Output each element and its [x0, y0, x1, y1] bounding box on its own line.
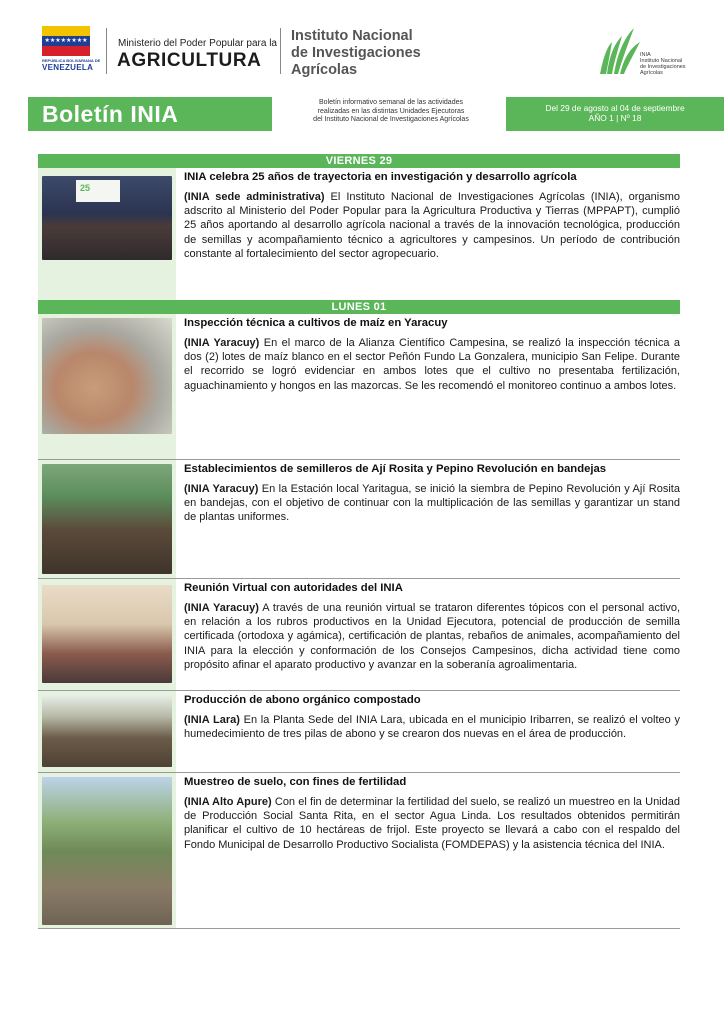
entry-photo-frame — [38, 314, 176, 459]
venezuela-flag-logo — [42, 26, 101, 78]
anniversary-event-photo: 25 — [42, 176, 172, 260]
ministry-name: AGRICULTURA — [117, 50, 262, 71]
entry-body: (INIA Lara) En la Planta Sede del INIA Lara, ubicada en el municipio Iribarren, se realizó el volteo y humedecimiento de tres pilas de abono y se crearon dos nuevas en el área de producción. — [184, 714, 680, 741]
entry-title: INIA celebra 25 años de trayectoria en investigación y desarrollo agrícola — [184, 171, 577, 183]
header-divider — [106, 28, 107, 74]
date-range: Del 29 de agosto al 04 de septiembre — [545, 103, 685, 113]
news-entry — [38, 773, 680, 929]
entry-photo-frame — [38, 691, 176, 772]
page-header — [0, 0, 724, 96]
news-entry — [38, 314, 680, 460]
compost-pile-photo — [42, 695, 172, 767]
entry-body: (INIA Yaracuy) En el marco de la Alianza Científico Campesina, se realizó la inspección técnica a dos (2) lotes de maíz blanco en el sector Peñón Fundo La Gonzalera, municipio San Felipe. Durante el recorrido se logró evidenciar en ambos lotes que el cultivo no presentaba fertilización, aguachinamiento y hongos en las mazorcas. Se les recomendó el monitoreo continuo a ambos lotes. — [184, 337, 680, 392]
banner-title-block — [28, 97, 272, 131]
flag-caption-bottom: VENEZUELA — [42, 63, 94, 72]
bulletin-banner — [28, 97, 724, 131]
soil-sampling-photo — [42, 777, 172, 925]
bulletin-description: Boletín informativo semanal de las actividades realizadas en las distintas Unidades Ejecutoras del Instituto Nacional de Investigaciones Agrícolas — [313, 99, 469, 124]
bulletin-title: Boletín INIA — [42, 101, 179, 127]
flag-icon: ★★★★★★★★ — [42, 26, 90, 56]
news-entry — [38, 168, 680, 300]
inia-logo-text: INIA Instituto Nacional de Investigaciones Agrícolas — [640, 52, 686, 76]
entry-body: (INIA Yaracuy) En la Estación local Yaritagua, se inició la siembra de Pepino Revolución y Ají Rosita en bandejas, con el objetivo de continuar con la multiplicación de las semillas y garantizar un stand de plantas uniformes. — [184, 483, 680, 524]
entry-title: Muestreo de suelo, con fines de fertilidad — [184, 776, 407, 788]
entry-title: Establecimientos de semilleros de Ají Rosita y Pepino Revolución en bandejas — [184, 463, 607, 475]
entry-photo-frame — [38, 168, 176, 300]
bulletin-content — [38, 154, 680, 929]
day-header-viernes: VIERNES 29 — [38, 154, 680, 168]
entry-body: (INIA Yaracuy) A través de una reunión virtual se trataron diferentes tópicos con el personal activo, en relación a los rubros productivos en la Unidad Ejecutora, potencial de producción de semilla certificada (ortodoxa y agámica), certificación de plantas, rebaños de animales, acompañamiento del INIA para la elección y conformación de los Consejos Campesinos, dicha actividad tiene como propósito afinar el aparato productivo y avanzar en la soberanía agroalimentaria. — [184, 602, 680, 671]
corn-inspection-photo — [42, 318, 172, 434]
ministry-line: Ministerio del Poder Popular para la — [118, 38, 277, 49]
entry-body: (INIA sede administrativa) El Instituto Nacional de Investigaciones Agrícolas (INIA), organismo adscrito al Ministerio del Poder Popular para la Agricultura Productiva y Tierras (MPPAPT), cumplió 25 años aportando al desarrollo agrícola nacional a través de la innovación tecnológica, producción de semillas y acompañamiento técnico a agricultores y campesinos. Un período de contribución constante al fortalecimiento del sector agropecuario. — [184, 191, 681, 260]
news-entry — [38, 460, 680, 579]
entry-photo-frame — [38, 579, 176, 690]
news-entry — [38, 691, 680, 773]
inia-leaf-logo-icon — [598, 24, 642, 78]
entry-photo-frame — [38, 460, 176, 578]
entry-photo-frame — [38, 773, 176, 928]
header-divider — [280, 28, 281, 74]
entry-body: (INIA Alto Apure) Con el fin de determinar la fertilidad del suelo, se realizó un muestreo en la Unidad de Producción Social Santa Rita, en el sector Agua Linda. Los resultados obtenidos permitirán planificar el cultivo de 10 hectáreas de frijol. Este proyecto se llevará a cabo con el respaldo del Fondo Municipal de Desarrollo Productivo Socialista (FOMDEPAS) y la asistencia técnica del INIA. — [184, 796, 680, 851]
virtual-meeting-photo — [42, 585, 172, 683]
entry-title: Reunión Virtual con autoridades del INIA — [184, 582, 403, 594]
entry-title: Inspección técnica a cultivos de maíz en Yaracuy — [184, 317, 448, 329]
institute-name: Instituto Nacional de Investigaciones Agrícolas — [291, 28, 421, 78]
seedling-trays-photo — [42, 464, 172, 574]
bulletin-date-block — [506, 97, 724, 131]
entry-title: Producción de abono orgánico compostado — [184, 694, 421, 706]
flag-caption-top: REPÚBLICA BOLIVARIANA DE — [42, 58, 101, 63]
news-entry — [38, 579, 680, 691]
day-header-lunes: LUNES 01 — [38, 300, 680, 314]
issue-number: AÑO 1 | Nº 18 — [588, 113, 642, 123]
